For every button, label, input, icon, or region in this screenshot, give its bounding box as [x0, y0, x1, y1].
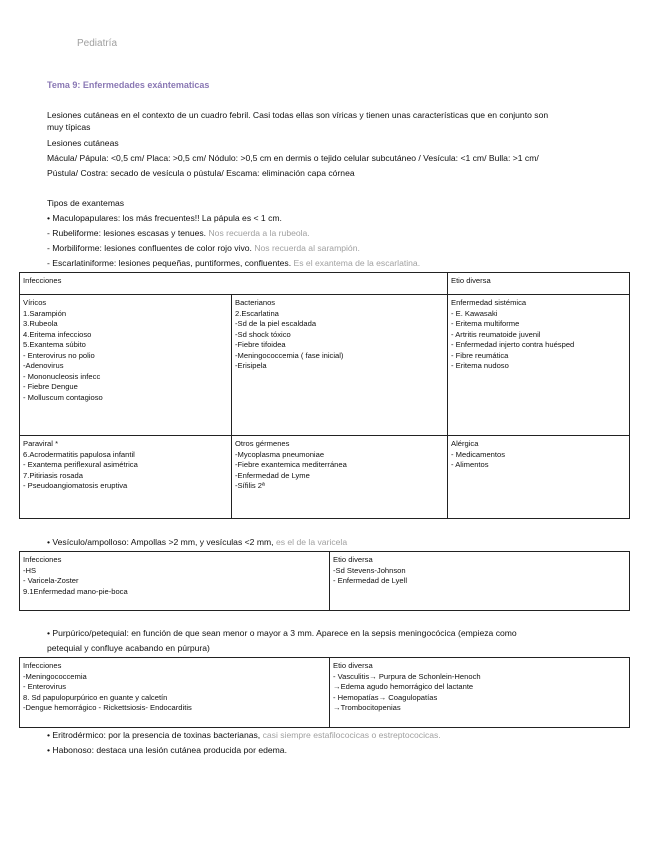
table2-etio-diversa: Etio diversa -Sd Stevens-Johnson - Enfermedad de Lyell — [330, 552, 630, 611]
table3-infecciones: Infecciones -Meningococcemia - Enterovirus 8. Sd papulopurpúrico en guante y calcetín -Dengue hemorrágico - Rickettsiosis- Endocarditis — [20, 658, 330, 728]
intro-line-4: Mácula/ Pápula: <0,5 cm/ Placa: >0,5 cm/ Nódulo: >0,5 cm en dermis o tejido celular subcutáneo / Vesícula: <1 cm/ Bulla: >1 cm/ — [47, 153, 539, 163]
table-maculopapulares — [19, 272, 630, 519]
types-title: Tipos de exantemas — [47, 198, 125, 208]
type-vesiculo-ampolloso: • Vesículo/ampolloso: Ampollas >2 mm, y vesículas <2 mm, es el de la varicela — [47, 537, 348, 547]
page-header: Pediatría — [77, 38, 118, 49]
page-title: Tema 9: Enfermedades exántematicas — [47, 80, 210, 90]
intro-line-3: Lesiones cutáneas — [47, 138, 119, 148]
table-purpurico — [19, 657, 630, 728]
table1-enfermedad-sistemica: Enfermedad sistémica - E. Kawasaki - Eritema multiforme - Artritis reumatoide juvenil - Enfermedad injerto contra huésped - Fibre reumática - Eritema nudoso — [448, 295, 630, 436]
intro-line-5: Pústula/ Costra: secado de vesícula o pústula/ Escama: eliminación capa córnea — [47, 168, 355, 178]
table3-etio-diversa: Etio diversa - Vasculitis→ Purpura de Schonlein-Henoch →Edema agudo hemorrágico del lactante - Hemopatías→ Coagulopatías →Trombocitopenias — [330, 658, 630, 728]
table-vesiculo — [19, 551, 630, 611]
type-purpurico-line-2: petequial y confluye acabando en púrpura) — [47, 643, 210, 653]
table1-paraviral: Paraviral * 6.Acrodermatitis papulosa infantil - Exantema periflexural asimétrica 7.Pitiriasis rosada - Pseudoangiomatosis eruptiva — [20, 436, 232, 519]
table1-otros-germenes: Otros gérmenes -Mycoplasma pneumoniae -Fiebre exantemica mediterránea -Enfermedad de Lyme -Sífilis 2ª — [232, 436, 448, 519]
type-escarlatiniforme: - Escarlatiniforme: lesiones pequeñas, puntiformes, confluentes. Es el exantema de la escarlatina. — [47, 258, 421, 268]
intro-line-2: muy típicas — [47, 122, 91, 132]
table1-bacterianos: Bacterianos 2.Escarlatina -Sd de la piel escaldada -Sd shock tóxico -Fiebre tifoidea -Meningococcemia ( fase inicial) -Erisipela — [232, 295, 448, 436]
table2-infecciones: Infecciones -HS - Varicela-Zoster 9.1Enfermedad mano-pie-boca — [20, 552, 330, 611]
intro-line-1: Lesiones cutáneas en el contexto de un cuadro febril. Casi todas ellas son víricas y tienen unas características que en conjunto son — [47, 110, 549, 120]
type-habonoso: • Habonoso: destaca una lesión cutánea producida por edema. — [47, 745, 287, 755]
type-eritrodermico: • Eritrodérmico: por la presencia de toxinas bacterianas, casi siempre estafilococicas o estreptococicas. — [47, 730, 441, 740]
table1-alergica: Alérgica - Medicamentos - Alimentos — [448, 436, 630, 519]
table1-viricos: Víricos 1.Sarampión 3.Rubeola 4.Eritema infeccioso 5.Exantema súbito - Enterovirus no polio -Adenovirus - Mononucleosis infecc - Fiebre Dengue - Molluscum contagioso — [20, 295, 232, 436]
type-purpurico-line-1: • Purpúrico/petequial: en función de que sean menor o mayor a 3 mm. Aparece en la sepsis meningocócica (empieza como — [47, 628, 517, 638]
type-rubeliforme: - Rubeliforme: lesiones escasas y tenues. Nos recuerda a la rubeola. — [47, 228, 310, 238]
type-maculopapulares: • Maculopapulares: los más frecuentes!! La pápula es < 1 cm. — [47, 213, 282, 223]
table1-header-infecciones: Infecciones — [20, 273, 448, 295]
table1-header-etio: Etio diversa — [448, 273, 630, 295]
type-morbiliforme: - Morbiliforme: lesiones confluentes de color rojo vivo. Nos recuerda al sarampión. — [47, 243, 360, 253]
